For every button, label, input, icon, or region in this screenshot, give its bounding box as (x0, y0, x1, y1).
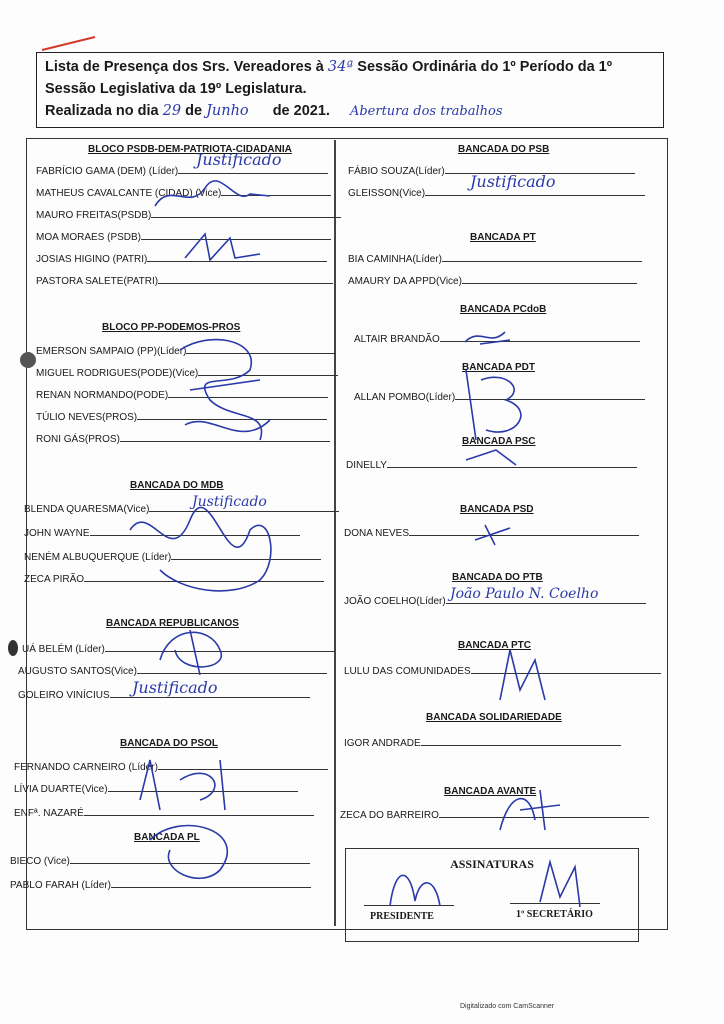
member-name: ALLAN POMBO(Líder) (354, 392, 456, 403)
signature-scribble (490, 780, 570, 840)
section-title-mdb: BANCADA DO MDB (130, 480, 224, 491)
member-row (36, 276, 333, 287)
member-name: ZECA PIRÃO (24, 574, 85, 585)
header-line-2: Sessão Legislativa da 19º Legislatura. (45, 81, 307, 97)
member-name: AUGUSTO SANTOS(Vice) (18, 666, 137, 677)
signature-scribble (460, 322, 520, 352)
section-title-pdt: BANCADA PDT (462, 362, 535, 373)
member-name: TÚLIO NEVES(PROS) (36, 412, 138, 423)
header-line3-pre: Realizada no dia (45, 103, 159, 119)
president-text: PRESIDENTE (370, 911, 434, 922)
signature-scribble (120, 500, 290, 600)
member-row (348, 254, 642, 265)
member-name: FERNANDO CARNEIRO (Líder) (14, 762, 158, 773)
member-row (348, 276, 637, 287)
header-line1-pre: Lista de Presença dos Srs. Vereadores à (45, 59, 324, 75)
member-name: MOA MORAES (PSDB) (36, 232, 142, 243)
signature-scribble (380, 856, 450, 916)
session-year: de 2021. (272, 103, 330, 119)
member-name: JOSIAS HIGINO (PATRI) (36, 254, 148, 265)
member-name: JOÃO COELHO(Líder) (344, 596, 446, 607)
footer-watermark: Digitalizado com CamScanner (460, 1003, 555, 1010)
member-name: PASTORA SALETE(PATRI) (36, 276, 159, 287)
member-name: GOLEIRO VINÍCIUS (18, 690, 110, 701)
section-title-bloco-pp: BLOCO PP-PODEMOS-PROS (102, 322, 241, 333)
punch-hole (8, 640, 18, 656)
member-name: ENFª. NAZARÉ (14, 808, 84, 819)
member-name: ZECA DO BARREIRO (340, 810, 439, 821)
member-name: RENAN NORMANDO(PODE) (36, 390, 169, 401)
section-title-bloco-psdb: BLOCO PSDB-DEM-PATRIOTA-CIDADANIA (88, 144, 292, 155)
handwritten-note: Abertura dos trabalhos (349, 104, 503, 119)
section-title-psb: BANCADA DO PSB (458, 144, 550, 155)
member-name: MIGUEL RODRIGUES(PODE)(Vice) (36, 368, 199, 379)
member-name: MATHEUS CAVALCANTE (CIDAD) (Vice) (36, 188, 222, 199)
member-name: UÁ BELÉM (Líder) (22, 644, 105, 655)
section-title-pcdob: BANCADA PCdoB (460, 304, 547, 315)
punch-hole (20, 352, 36, 368)
section-title-pt: BANCADA PT (470, 232, 536, 243)
member-name: RONI GÁS(PROS) (36, 434, 120, 445)
member-name: IGOR ANDRADE (344, 738, 421, 749)
header-line-3 (45, 103, 503, 119)
member-name: ALTAIR BRANDÃO (354, 334, 440, 345)
member-name: LÍVIA DUARTE(Vice) (14, 784, 108, 795)
signature-scribble (490, 640, 560, 710)
member-name: DONA NEVES (344, 528, 410, 539)
member-name: JOHN WAYNE (24, 528, 90, 539)
session-month: Junho (206, 103, 249, 119)
signature-scribble (180, 228, 270, 268)
handwritten-joao-coelho: João Paulo N. Coelho (450, 586, 599, 602)
section-title-ptb: BANCADA DO PTB (452, 572, 543, 583)
section-title-republicanos: BANCADA REPUBLICANOS (106, 618, 239, 629)
member-name: FÁBIO SOUZA(Líder) (348, 166, 445, 177)
member-name: BIECO (Vice) (10, 856, 70, 867)
member-name: FABRÍCIO GAMA (DEM) (Líder) (36, 166, 179, 177)
signature-scribble (470, 520, 520, 550)
session-number: 34ª (327, 59, 354, 75)
header-line-1 (45, 59, 612, 75)
member-name: DINELLY (346, 460, 387, 471)
handwritten-justificado: Justificado (132, 678, 218, 697)
member-name: AMAURY DA APPD(Vice) (348, 276, 462, 287)
handwritten-justificado: Justificado (470, 172, 556, 191)
member-name: MAURO FREITAS(PSDB) (36, 210, 152, 221)
member-name: BLENDA QUARESMA(Vice) (24, 504, 150, 515)
signature-scribble (170, 330, 280, 460)
header-line1-post: Sessão Ordinária do 1º Período da 1º (357, 59, 613, 75)
section-title-pl: BANCADA PL (134, 832, 200, 843)
session-day: 29 (162, 103, 182, 119)
member-name: PABLO FARAH (Líder) (10, 880, 111, 891)
handwritten-justificado: Justificado (196, 150, 282, 169)
section-title-psc: BANCADA PSC (462, 436, 536, 447)
header-line3-de: de (185, 103, 203, 119)
section-title-ptc: BANCADA PTC (458, 640, 531, 651)
secretary-text: 1º SECRETÁRIO (516, 909, 593, 920)
signature-scribble (120, 740, 270, 890)
header-box (36, 52, 664, 128)
section-title-avante: BANCADA AVANTE (444, 786, 537, 797)
member-name: GLEISSON(Vice) (348, 188, 426, 199)
signatures-title: ASSINATURAS (450, 857, 534, 871)
section-title-psol: BANCADA DO PSOL (120, 738, 218, 749)
member-name: LULU DAS COMUNIDADES (344, 666, 471, 677)
signature-scribble (530, 852, 590, 912)
handwritten-justificado: Justificado (192, 494, 267, 510)
signature-scribble (150, 176, 280, 216)
column-divider (334, 140, 336, 926)
section-title-psd: BANCADA PSD (460, 504, 534, 515)
signature-scribble (456, 360, 556, 470)
signature-scribble (150, 620, 240, 680)
section-title-solidariedade: BANCADA SOLIDARIEDADE (426, 712, 562, 723)
member-name: NENÉM ALBUQUERQUE (Líder) (24, 552, 172, 563)
member-row (344, 738, 621, 749)
member-name: EMERSON SAMPAIO (PP)(Líder) (36, 346, 187, 357)
red-pen-mark (40, 34, 100, 54)
member-name: BIA CAMINHA(Líder) (348, 254, 442, 265)
